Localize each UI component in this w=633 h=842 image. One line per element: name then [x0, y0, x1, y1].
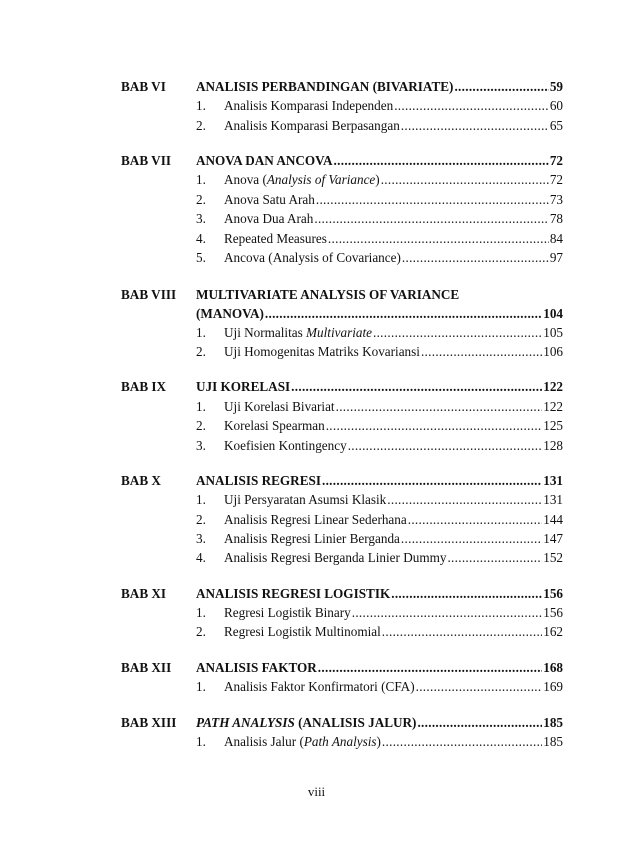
entry-page: 185: [543, 734, 563, 749]
entry-number: 3.: [196, 531, 206, 546]
entry-page: 122: [543, 399, 563, 414]
toc-entry: [121, 342, 563, 362]
chapter-title: UJI KORELASI: [196, 379, 291, 394]
dot-leader: [401, 529, 542, 549]
dot-leader: [265, 304, 542, 324]
chapter-title: ANALISIS FAKTOR: [196, 660, 317, 675]
chapter-label: BAB VI: [121, 79, 166, 94]
chapter-page: 156: [543, 586, 563, 601]
entry-title: Analisis Regresi Linier Berganda: [224, 531, 400, 546]
entry-number: 5.: [196, 250, 206, 265]
entry-number: 2.: [196, 512, 206, 527]
dot-leader: [322, 471, 542, 491]
toc-entry: [121, 436, 563, 456]
entry-page: 156: [543, 605, 563, 620]
entry-page: 78: [549, 211, 563, 226]
chapter-page: 122: [543, 379, 563, 394]
entry-page: 131: [543, 492, 563, 507]
entry-number: 3.: [196, 211, 206, 226]
dot-leader: [391, 584, 542, 604]
chapter-heading-bab-xii: [121, 658, 563, 678]
toc-entry: [121, 677, 563, 697]
entry-title: Ancova (Analysis of Covariance): [224, 250, 401, 265]
entry-title: Analisis Komparasi Independen: [224, 98, 394, 113]
chapter-heading-bab-vi: [121, 77, 563, 97]
entry-number: 2.: [196, 118, 206, 133]
toc-entry: [121, 732, 563, 752]
entry-page: 147: [543, 531, 563, 546]
dot-leader: [326, 416, 543, 436]
toc-entry: [121, 116, 563, 136]
entry-number: 2.: [196, 624, 206, 639]
dot-leader: [408, 510, 542, 530]
entry-page: 162: [543, 624, 563, 639]
entry-number: 4.: [196, 550, 206, 565]
entry-page: 65: [549, 118, 563, 133]
page-number: viii: [307, 784, 326, 799]
chapter-page: 131: [543, 473, 563, 488]
entry-title: Anova Dua Arah: [224, 211, 314, 226]
dot-leader: [387, 490, 542, 510]
chapter-heading-bab-viii: [121, 285, 563, 305]
chapter-title: PATH ANALYSIS (ANALISIS JALUR): [196, 715, 417, 730]
dot-leader: [336, 397, 543, 417]
dot-leader: [416, 677, 543, 697]
dot-leader: [401, 116, 549, 136]
toc-entry: [121, 548, 563, 568]
chapter-label: BAB IX: [121, 379, 167, 394]
chapter-title: ANALISIS REGRESI LOGISTIK: [196, 586, 391, 601]
entry-number: 3.: [196, 438, 206, 453]
chapter-heading-bab-ix: [121, 377, 563, 397]
chapter-label: BAB XI: [121, 586, 167, 601]
entry-number: 1.: [196, 399, 206, 414]
entry-page: 152: [543, 550, 563, 565]
entry-title: Repeated Measures: [224, 231, 327, 246]
chapter-heading-bab-xiii: [121, 713, 563, 733]
chapter-page: 185: [543, 715, 563, 730]
toc-entry: [121, 229, 563, 249]
dot-leader: [447, 548, 542, 568]
chapter-label: BAB XIII: [121, 715, 177, 730]
entry-number: 1.: [196, 734, 206, 749]
entry-page: 105: [543, 325, 563, 340]
entry-page: 106: [543, 344, 563, 359]
entry-title: Analisis Faktor Konfirmatori (CFA): [224, 679, 415, 694]
dot-leader: [382, 732, 542, 752]
chapter-title: ANALISIS PERBANDINGAN (BIVARIATE): [196, 79, 454, 94]
entry-number: 1.: [196, 679, 206, 694]
chapter-page: 104: [543, 306, 563, 321]
chapter-title-line2: (MANOVA): [196, 306, 264, 321]
chapter-title: ANOVA DAN ANCOVA: [196, 153, 333, 168]
entry-page: 73: [549, 192, 563, 207]
toc-entry: [121, 170, 563, 190]
toc-entry: [121, 397, 563, 417]
entry-title: Anova (Analysis of Variance): [224, 172, 380, 187]
entry-number: 2.: [196, 418, 206, 433]
dot-leader: [381, 170, 549, 190]
entry-title: Analisis Regresi Linear Sederhana: [224, 512, 407, 527]
entry-title: Anova Satu Arah: [224, 192, 315, 207]
dot-leader: [291, 377, 542, 397]
chapter-label: BAB VIII: [121, 287, 177, 302]
entry-number: 1.: [196, 605, 206, 620]
toc-entry: [121, 416, 563, 436]
toc-entry: [121, 490, 563, 510]
chapter-title: ANALISIS REGRESI: [196, 473, 321, 488]
entry-title: Analisis Jalur (Path Analysis): [224, 734, 381, 749]
entry-title: Korelasi Spearman: [224, 418, 325, 433]
toc-entry: [121, 510, 563, 530]
dot-leader: [328, 229, 549, 249]
entry-page: 125: [543, 418, 563, 433]
entry-title: Uji Normalitas Multivariate: [224, 325, 372, 340]
entry-title: Analisis Regresi Berganda Linier Dummy: [224, 550, 447, 565]
entry-title: Regresi Logistik Binary: [224, 605, 351, 620]
entry-number: 2.: [196, 344, 206, 359]
chapter-label: BAB X: [121, 473, 161, 488]
entry-number: 1.: [196, 325, 206, 340]
dot-leader: [454, 77, 548, 97]
entry-title: Uji Persyaratan Asumsi Klasik: [224, 492, 387, 507]
toc-entry: [121, 248, 563, 268]
toc-entry: [121, 190, 563, 210]
entry-number: 1.: [196, 492, 206, 507]
dot-leader: [421, 342, 542, 362]
chapter-page: 72: [549, 153, 563, 168]
entry-page: 128: [543, 438, 563, 453]
dot-leader: [417, 713, 542, 733]
chapter-title-line1: MULTIVARIATE ANALYSIS OF VARIANCE: [196, 287, 460, 302]
entry-page: 60: [549, 98, 563, 113]
toc-entry: [121, 529, 563, 549]
entry-number: 2.: [196, 192, 206, 207]
chapter-heading-bab-x: [121, 471, 563, 491]
dot-leader: [402, 248, 549, 268]
dot-leader: [352, 603, 542, 623]
toc-entry: [121, 603, 563, 623]
dot-leader: [318, 658, 542, 678]
chapter-page: 59: [549, 79, 563, 94]
entry-page: 72: [549, 172, 563, 187]
entry-number: 1.: [196, 98, 206, 113]
entry-number: 1.: [196, 172, 206, 187]
entry-title: Regresi Logistik Multinomial: [224, 624, 381, 639]
entry-title: Analisis Komparasi Berpasangan: [224, 118, 400, 133]
entry-number: 4.: [196, 231, 206, 246]
toc-entry: [121, 96, 563, 116]
entry-title: Uji Homogenitas Matriks Kovariansi: [224, 344, 420, 359]
entry-page: 169: [543, 679, 563, 694]
chapter-heading-bab-viii-cont: [121, 304, 563, 324]
dot-leader: [348, 436, 543, 456]
dot-leader: [382, 622, 542, 642]
dot-leader: [394, 96, 549, 116]
chapter-title-row: [196, 77, 563, 97]
entry-page: 97: [549, 250, 563, 265]
chapter-label: BAB VII: [121, 153, 171, 168]
dot-leader: [316, 190, 549, 210]
dot-leader: [334, 151, 549, 171]
chapter-page: 168: [543, 660, 563, 675]
dot-leader: [314, 209, 548, 229]
dot-leader: [373, 323, 542, 343]
entry-title: Koefisien Kontingency: [224, 438, 347, 453]
entry-page: 144: [543, 512, 563, 527]
toc-entry: [121, 209, 563, 229]
chapter-label: BAB XII: [121, 660, 172, 675]
entry-page: 84: [549, 231, 563, 246]
toc-entry: [121, 323, 563, 343]
entry-title: Uji Korelasi Bivariat: [224, 399, 335, 414]
toc-entry: [121, 622, 563, 642]
chapter-heading-bab-xi: [121, 584, 563, 604]
chapter-heading-bab-vii: [121, 151, 563, 171]
